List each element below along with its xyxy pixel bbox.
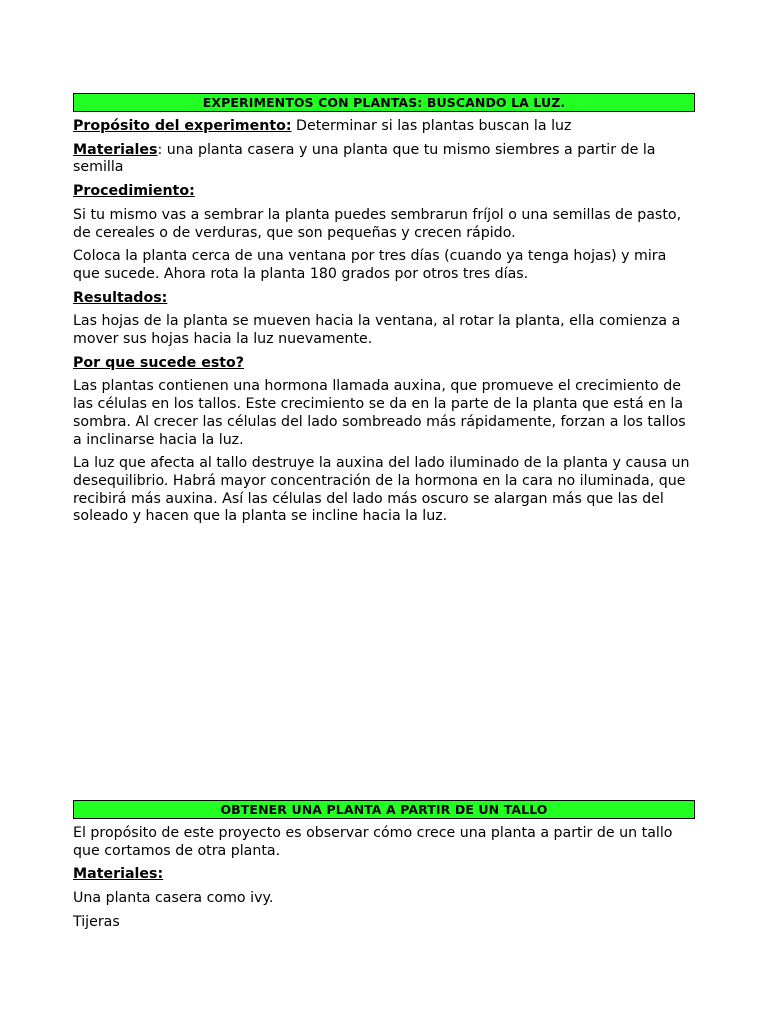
materials-heading bbox=[73, 866, 695, 884]
experiment-section-light bbox=[73, 93, 695, 532]
results-paragraph: Las hojas de la planta se mueven hacia la ventana, al rotar la planta, ella comienza a mover sus hojas hacia la luz nuevamente. bbox=[73, 313, 681, 348]
materials-paragraph bbox=[73, 142, 695, 177]
material-item: Tijeras bbox=[73, 913, 120, 930]
materials-text: : una planta casera y una planta que tu mismo siembres a partir de la semilla bbox=[73, 141, 656, 176]
materials-label: Materiales bbox=[73, 141, 158, 158]
results-heading bbox=[73, 290, 695, 308]
section-banner: EXPERIMENTOS CON PLANTAS: BUSCANDO LA LUZ. bbox=[73, 93, 695, 112]
why-heading bbox=[73, 355, 695, 373]
results-label: Resultados: bbox=[73, 289, 168, 306]
section-banner: OBTENER UNA PLANTA A PARTIR DE UN TALLO bbox=[73, 800, 695, 819]
purpose-paragraph bbox=[73, 118, 695, 136]
why-paragraph-1: Las plantas contienen una hormona llamada auxina, que promueve el crecimiento de las células en los tallos. Este crecimiento se da en la parte de la planta que está en la sombra. Al crecer las células del lado sombreado más rápidamente, forzan a los tallos a inclinarse hacia la luz. bbox=[73, 378, 686, 448]
why-paragraph-2: La luz que afecta al tallo destruye la auxina del lado iluminado de la planta y causa un desequilibrio. Habrá mayor concentración de la hormona en la cara no iluminada, que recibirá más auxina. Así las células del lado más oscuro se alargan más que las del soleado y hacen que la planta se incline hacia la luz. bbox=[73, 455, 690, 525]
material-item: Una planta casera como ivy. bbox=[73, 890, 274, 907]
purpose-label: Propósito del experimento: bbox=[73, 118, 292, 134]
procedure-paragraph-1: Si tu mismo vas a sembrar la planta puedes sembrarun fríjol o una semillas de pasto, de cereales o de verduras, que son pequeñas y crecen rápido. bbox=[73, 206, 682, 241]
procedure-paragraph-2: Coloca la planta cerca de una ventana por tres días (cuando ya tenga hojas) y mira que sucede. Ahora rota la planta 180 grados por otros tres días. bbox=[73, 248, 667, 282]
intro-paragraph: El propósito de este proyecto es observar cómo crece una planta a partir de un tallo que cortamos de otra planta. bbox=[73, 825, 673, 859]
materials-label: Materiales: bbox=[73, 866, 164, 883]
purpose-text: Determinar si las plantas buscan la luz bbox=[291, 118, 572, 134]
why-label: Por que sucede esto? bbox=[73, 354, 245, 371]
procedure-heading bbox=[73, 183, 695, 201]
experiment-section-stem bbox=[73, 800, 695, 938]
procedure-label: Procedimiento: bbox=[73, 183, 195, 200]
